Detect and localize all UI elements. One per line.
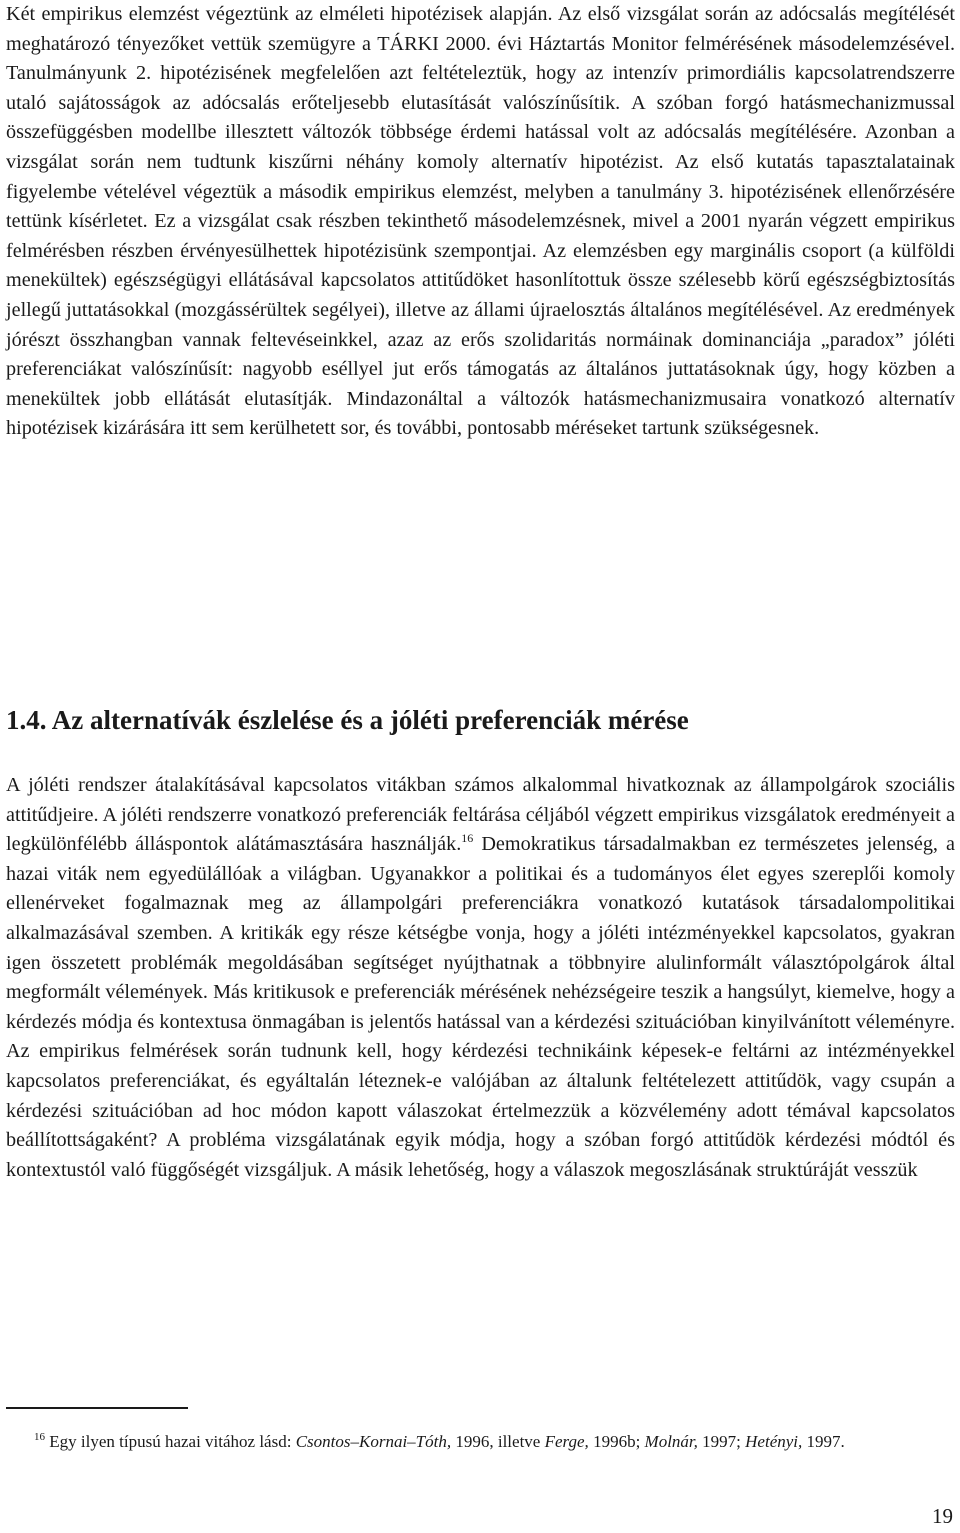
footnote-separator: [6, 1407, 188, 1409]
page-number: 19: [932, 1504, 953, 1528]
footnote-author-4: Hetényi,: [745, 1432, 803, 1451]
footnote-number: 16: [34, 1431, 45, 1443]
body-paragraph-1: Két empirikus elemzést végeztünk az elméleti hipotézisek alapján. Az első vizsgálat során az adócsalás megítélését meghatározó tényezőket vettük szemügyre a TÁRKI 2000. évi Háztartás Monitor felmérésének másodelemzésével. Tanulmányunk 2. hipotézisének megfelelően azt feltételeztük, hogy az intenzív primordiális kapcsolatrendszerre utaló sajátosságok az adócsalás erőteljesebb elutasítását valószínűsítik. A szóban forgó hatásmechanizmussal összefüggésben modellbe illesztett változók többsége érdemi hatással volt az adócsalás megítélésére. Azonban a vizsgálat során nem tudtunk kiszűrni néhány komoly alternatív hipotézist. Az első kutatás tapasztalatainak figyelembe vételével végeztük a második empirikus elemzést, melyben a tanulmány 3. hipotézisének ellenőrzésére tettünk kísérletet. Ez a vizsgálat csak részben tekinthető másodelemzésnek, mivel a 2001 nyarán végzett empirikus felmérésben részben érvényesülhettek hipotézisünk szempontjai. Az elemzésben egy marginális csoport (a külföldi menekültek) egészségügyi ellátásával kapcsolatos attitűdöket hasonlítottuk össze szélesebb körű egészségbiztosítás jellegű juttatásokkal (mozgássérültek segélyei), illetve az állami újraelosztás általános megítélésével. Az eredmények jórészt összhangban vannak feltevéseinkkel, azaz az erős szolidaritás normáinak dominanciája „paradox” jóléti preferenciákat valószínűsít: nagyobb eséllyel jut erős támogatás az általános juttatásoknak úgy, hogy közben a menekültek jobb ellátását elutasítják. Mindazonáltal a változók hatásmechanizmusaira vonatkozó alternatív hipotézisek kizárására itt sem kerülhetett sor, és további, pontosabb méréseket tartunk szükségesnek.: [6, 3, 955, 440]
footnote-lead: Egy ilyen típusú hazai vitához lásd:: [45, 1432, 296, 1451]
footnote-author-3: Molnár,: [644, 1432, 698, 1451]
footnote-author-1: Csontos–Kornai–Tóth,: [295, 1432, 452, 1451]
paragraph-2-text-start: A jóléti rendszer átalakításával kapcsolatos vitákban számos alkalommal hivatkoznak az állampolgárok szociális attitűdjeire. A jóléti rendszerre vonatkozó preferenciák feltárása céljából végzett empirikus vizsgálatok eredményeit a legkülönfélébb álláspontok alátámasztására használják.: [6, 774, 955, 856]
footnote-author-2: Ferge,: [544, 1432, 589, 1451]
footnote-text-3: 1997;: [697, 1432, 746, 1451]
footnote: [6, 1427, 955, 1456]
paragraph-2-text-end: Demokratikus társadalmakban ez természetes jelenség, a hazai viták nem egyedülállóak a világban. Ugyanakkor a politikai és a tudományos élet egyes szereplői komoly ellenérveket fogalmaznak meg az állampolgári preferenciákra vonatkozó kutatások társadalompolitikai alkalmazásával szemben. A kritikák egy része kétségbe vonja, hogy a jóléti intézményekkel kapcsolatos, gyakran igen összetett problémák megoldásában segítséget nyújthatnak a többnyire alulinformált választópolgárok által megformált vélemények. Más kritikusok e preferenciák mérésének nehézségeire teszik a hangsúlyt, kiemelve, hogy a kérdezés módja és kontextusa önmagában is jelentős hatással van a kérdezési szituációban kinyilvánított véleményre. Az empirikus felmérések során tudnunk kell, hogy kérdezési technikáink képesek-e feltárni az intézményekkel kapcsolatos preferenciákat, és egyáltalán léteznek-e valójában az általunk feltételezett attitűdök, vagy csupán a kérdezési szituációban ad hoc módon kapott válaszokat értelmezzük a közvélemény adott témával kapcsolatos beállítottságaként? A probléma vizsgálatának egyik módja, hogy a szóban forgó attitűdök kérdezési módtól és kontextustól való függőségét vizsgáljuk. A másik lehetőség, hogy a válaszok megoszlásának struktúráját vesszük: [6, 833, 956, 1181]
footnote-text-4: 1997.: [802, 1432, 845, 1451]
body-paragraph-2: [6, 771, 955, 1185]
footnote-text-1: 1996, illetve: [451, 1432, 545, 1451]
footnote-reference[interactable]: 16: [461, 831, 474, 846]
footnote-text-2: 1996b;: [588, 1432, 645, 1451]
section-heading: 1.4. Az alternatívák észlelése és a jóléti preferenciák mérése: [6, 705, 689, 735]
